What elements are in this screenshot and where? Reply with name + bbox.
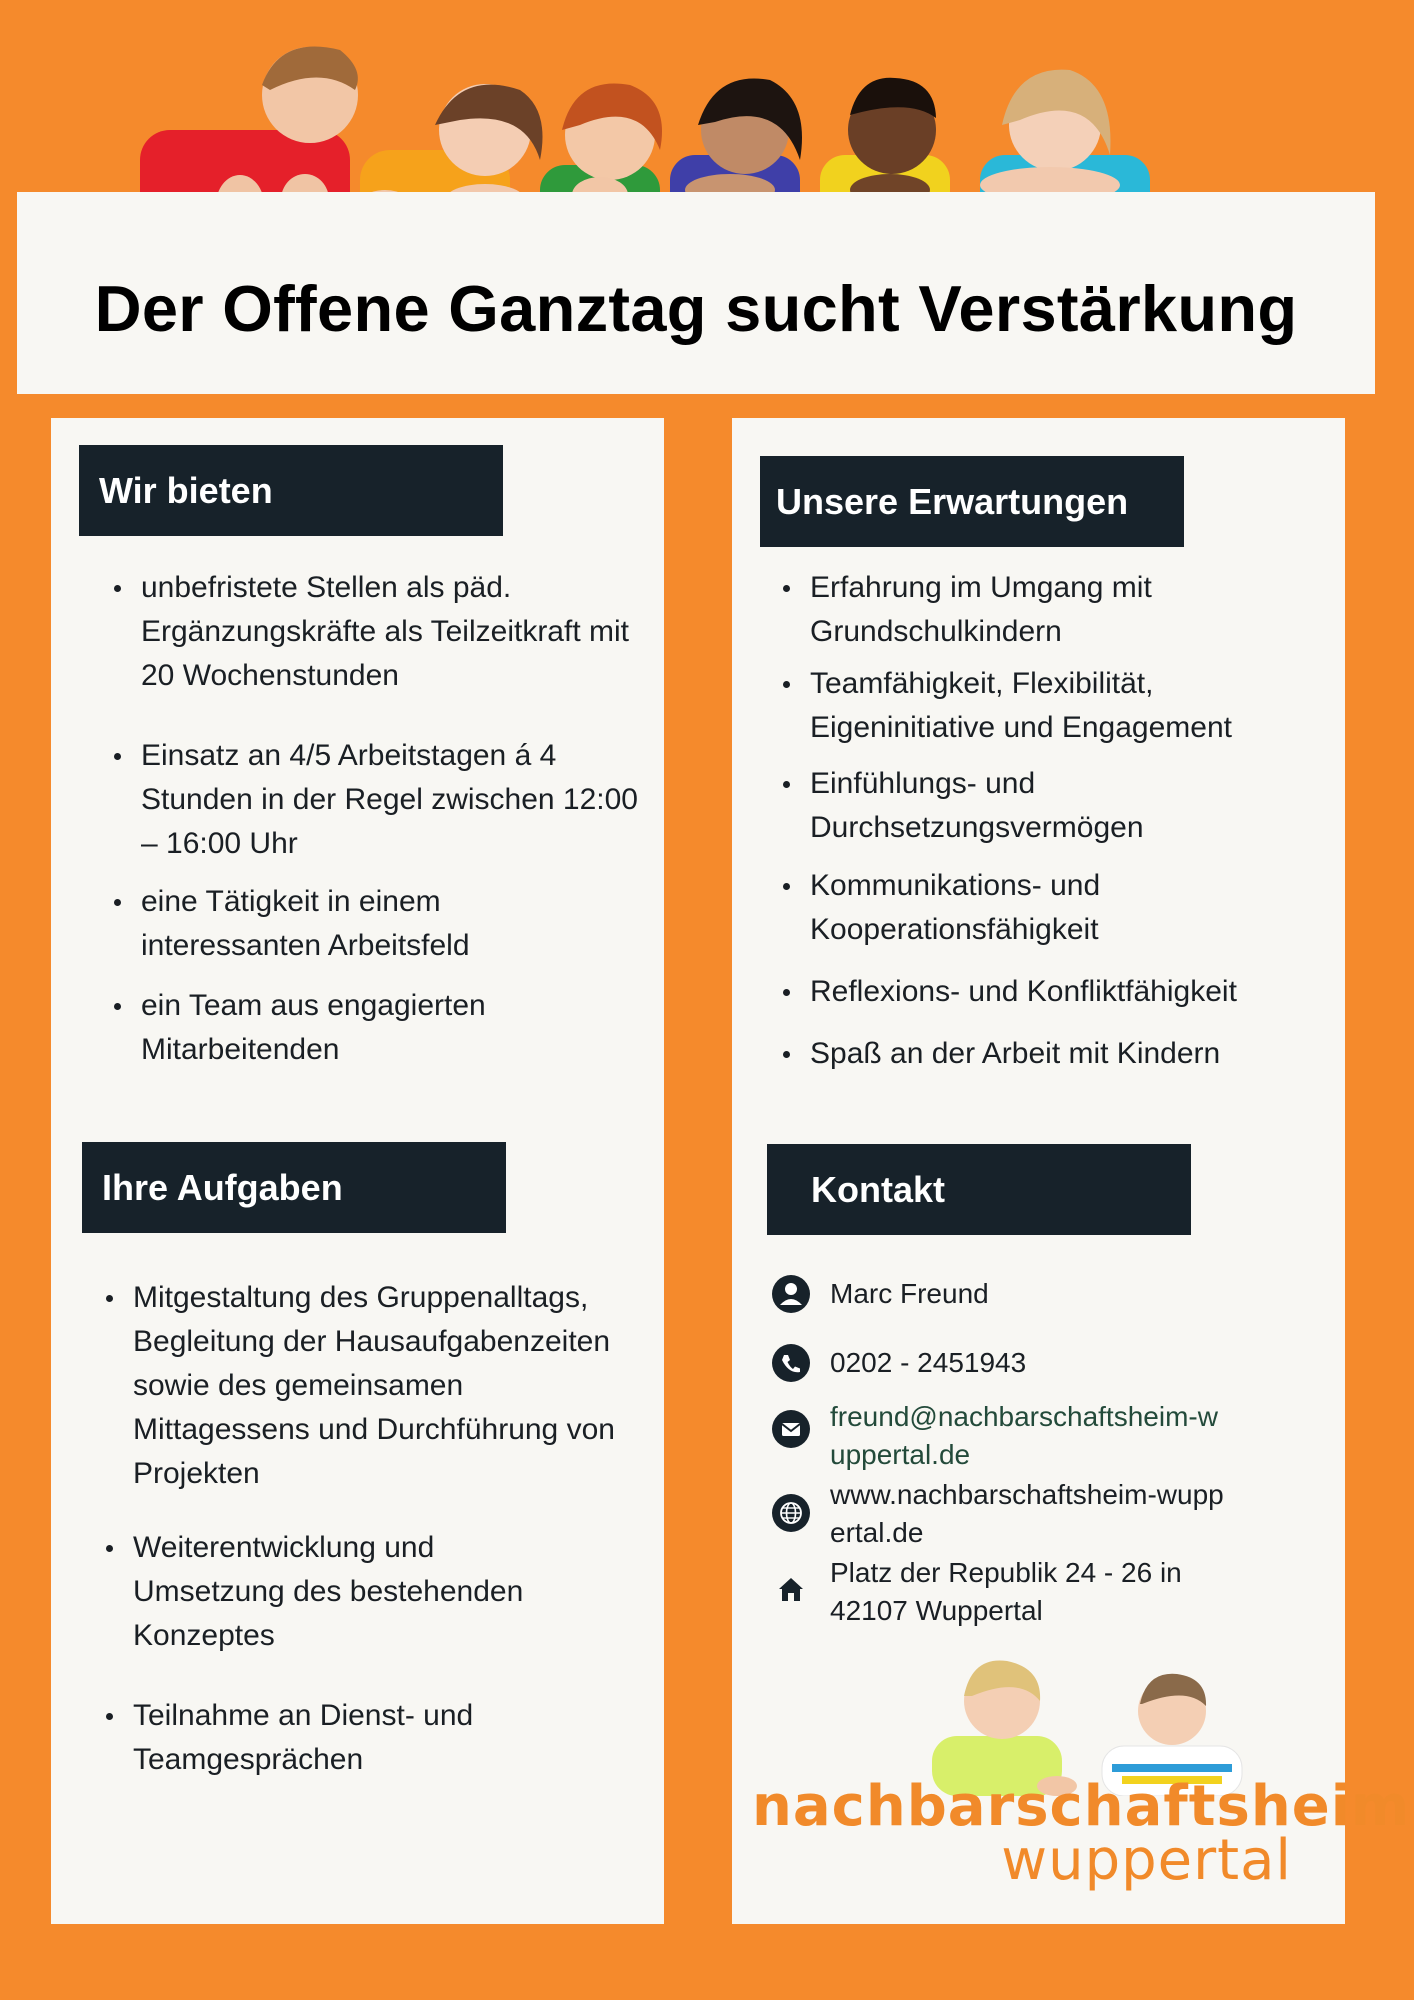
mail-icon — [772, 1410, 810, 1448]
list-item: eine Tätigkeit in einem interessanten Arbeitsfeld — [109, 880, 541, 968]
contact-name-row — [772, 1275, 1250, 1313]
wir-bieten-heading-box — [79, 445, 503, 536]
contact-website-row — [772, 1476, 1230, 1552]
ihre-aufgaben-heading-box — [82, 1142, 506, 1233]
list-item: ein Team aus engagierten Mitarbeitenden — [109, 984, 561, 1072]
erwartungen-list — [778, 566, 1328, 1076]
contact-address-row — [772, 1554, 1210, 1630]
logo-text-line2: wuppertal — [1001, 1828, 1292, 1893]
contact-website[interactable]: www.nachbarschaftsheim-wuppertal.de — [830, 1479, 1224, 1548]
list-item: Einsatz an 4/5 Arbeitstagen á 4 Stunden in der Regel zwischen 12:00 – 16:00 Uhr — [109, 734, 639, 866]
kontakt-heading-box — [767, 1144, 1191, 1235]
list-item: Erfahrung im Umgang mit Grundschulkindern — [778, 566, 1328, 654]
right-panel — [732, 418, 1411, 1924]
list-item: Einfühlungs- und Durchsetzungsvermögen — [778, 762, 1328, 850]
list-item: Weiterentwicklung und Umsetzung des bestehenden Konzeptes — [101, 1526, 573, 1658]
list-item: Mitgestaltung des Gruppenalltags, Begleitung der Hausaufgabenzeiten sowie des gemeinsamen Mittagessens und Durchführung von Projekten — [101, 1276, 621, 1496]
left-panel — [51, 418, 664, 1924]
page-title: Der Offene Ganztag sucht Verstärkung — [94, 271, 1298, 345]
contact-email-row — [772, 1398, 1230, 1474]
wir-bieten-list — [109, 566, 639, 1072]
list-item: Kommunikations- und Kooperationsfähigkeit — [778, 864, 1328, 952]
contact-email[interactable]: freund@nachbarschaftsheim-wuppertal.de — [830, 1401, 1218, 1470]
contact-address: Platz der Republik 24 - 26 in 42107 Wuppertal — [830, 1557, 1182, 1626]
list-item: Reflexions- und Konfliktfähigkeit — [778, 970, 1328, 1014]
logo-text-line1: nachbarschaftsheim — [752, 1774, 1411, 1839]
person-icon — [772, 1275, 810, 1313]
home-icon — [772, 1570, 810, 1608]
ihre-aufgaben-heading: Ihre Aufgaben — [102, 1166, 343, 1208]
erwartungen-heading-box — [760, 456, 1184, 547]
wir-bieten-heading: Wir bieten — [99, 469, 273, 511]
ihre-aufgaben-list — [101, 1276, 621, 1782]
contact-name: Marc Freund — [830, 1278, 989, 1309]
globe-icon — [772, 1494, 810, 1532]
list-item: Teamfähigkeit, Flexibilität, Eigeninitiative und Engagement — [778, 662, 1328, 750]
erwartungen-heading: Unsere Erwartungen — [776, 480, 1129, 522]
kontakt-heading: Kontakt — [811, 1168, 945, 1210]
phone-icon — [772, 1344, 810, 1382]
list-item: Spaß an der Arbeit mit Kindern — [778, 1032, 1328, 1076]
contact-phone[interactable]: 0202 - 2451943 — [830, 1347, 1027, 1378]
title-banner — [17, 192, 1375, 394]
list-item: unbefristete Stellen als päd. Ergänzungskräfte als Teilzeitkraft mit 20 Wochenstunden — [109, 566, 639, 698]
list-item: Teilnahme an Dienst- und Teamgesprächen — [101, 1694, 553, 1782]
contact-phone-row — [772, 1344, 1250, 1382]
logo — [752, 1646, 1411, 1906]
